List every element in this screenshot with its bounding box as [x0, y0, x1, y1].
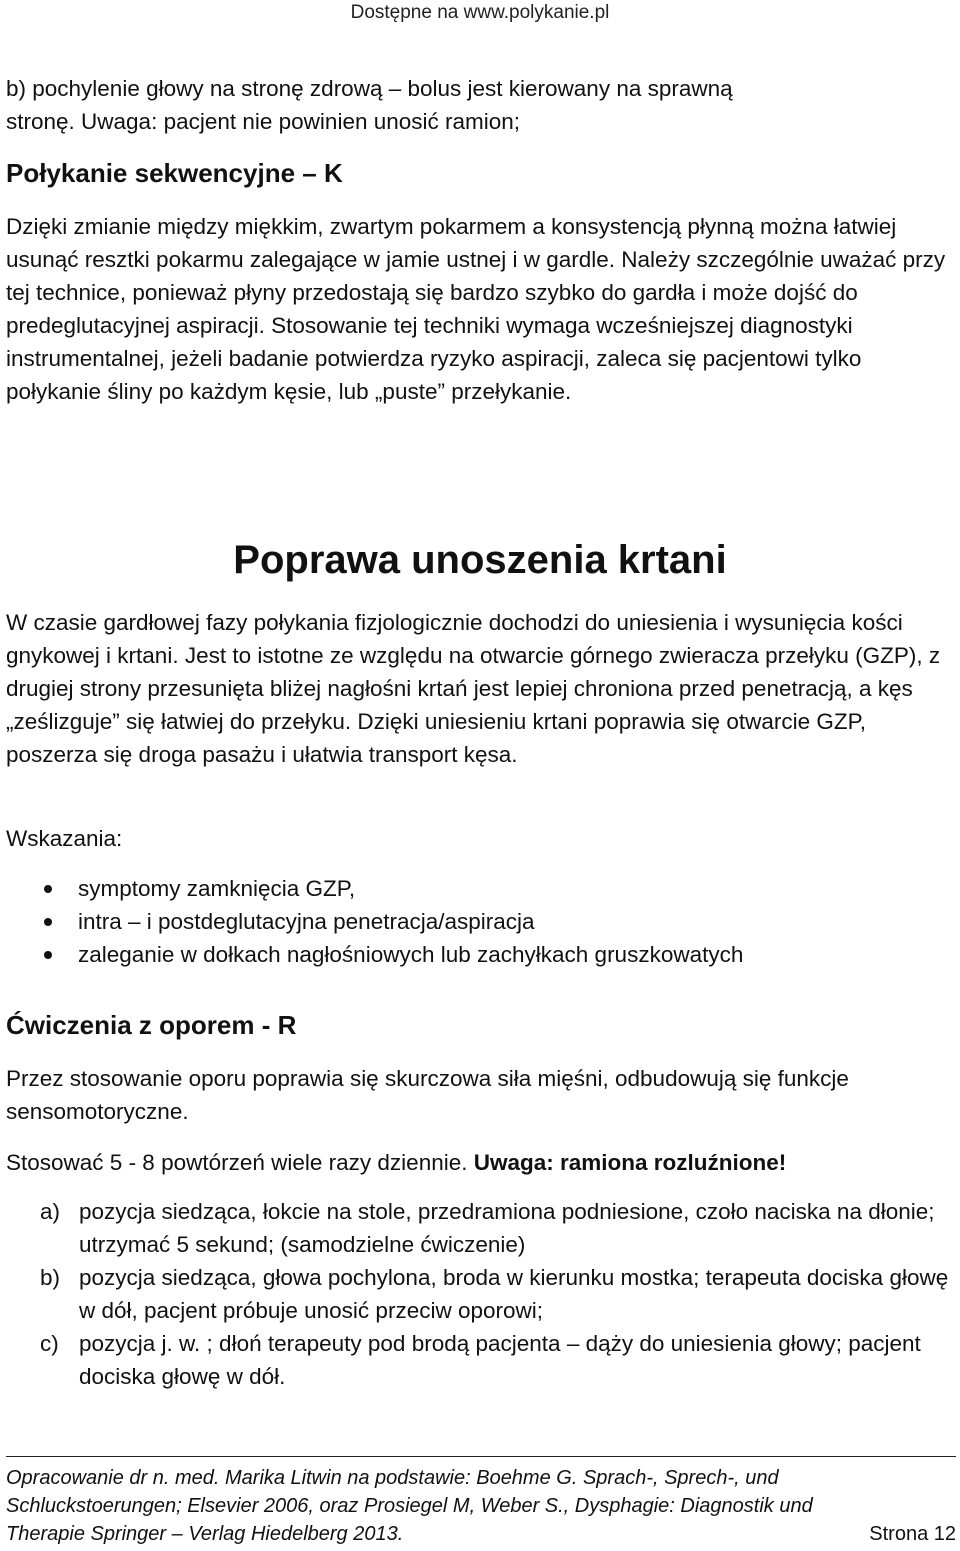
bullet-icon — [44, 885, 52, 893]
page-header: Dostępne na www.polykanie.pl — [350, 2, 610, 23]
list-marker: b) — [40, 1265, 61, 1290]
paragraph-b-line1: b) pochylenie głowy na stronę zdrową – bolus jest kierowany na sprawną — [6, 76, 733, 101]
bullet-icon — [44, 918, 52, 926]
page-footer — [6, 1464, 956, 1548]
list-item-text: pozycja siedząca, głowa pochylona, broda w kierunku mostka; terapeuta dociska głowę w dół, pacjent próbuje unosić przeciw oporowi; — [79, 1265, 949, 1323]
indications-list — [6, 872, 951, 971]
section-sequential-title: Połykanie sekwencyjne – K — [6, 158, 343, 188]
list-item: intra – i postdeglutacyjna penetracja/aspiracja — [6, 905, 951, 938]
paragraph-b-line2: stronę. Uwaga: pacjent nie powinien unosić ramion; — [6, 109, 521, 134]
dosage-text: Stosować 5 - 8 powtórzeń wiele razy dziennie. — [6, 1150, 468, 1175]
footer-divider — [6, 1456, 956, 1457]
section-resistance-title: Ćwiczenia z oporem - R — [6, 1010, 297, 1040]
exercise-list — [6, 1195, 951, 1393]
dosage-line — [6, 1146, 951, 1179]
section-resistance-body: Przez stosowanie oporu poprawia się skurczowa siła mięśni, odbudowują się funkcje sensomotoryczne. — [6, 1066, 849, 1124]
indications-label: Wskazania: — [6, 826, 123, 851]
footer-line2: Schluckstoerungen; Elsevier 2006, oraz Prosiegel M, Weber S., Dysphagie: Diagnostik und — [6, 1495, 813, 1517]
bullet-icon — [44, 951, 52, 959]
section-sequential-body: Dzięki zmianie między miękkim, zwartym pokarmem a konsystencją płynną można łatwiej usunąć resztki pokarmu zalegające w jamie ustnej i w gardle. Należy szczególnie uważać przy tej technice, ponieważ płyny przedostają się bardzo szybko do gardła i może dojść do predeglutacyjnej aspiracji. Stosowanie tej techniki wymaga wcześniejszej diagnostyki instrumentalnej, jeżeli badanie potwierdza ryzyko aspiracji, zaleca się pacjentowi tylko połykanie śliny po każdym kęsie, lub „puste” przełykanie. — [6, 214, 946, 404]
list-item — [6, 1195, 951, 1261]
list-item — [6, 1261, 951, 1327]
list-marker: c) — [40, 1331, 59, 1356]
list-marker: a) — [40, 1199, 61, 1224]
section-larynx-body: W czasie gardłowej fazy połykania fizjologicznie dochodzi do uniesienia i wysunięcia kości gnykowej i krtani. Jest to istotne ze względu na otwarcie górnego zwieracza przełyku (GZP), z drugiej strony przesunięta bliżej nagłośni krtań jest lepiej chroniona przed penetracją, a kęs „ześlizguje” się łatwiej do przełyku. Dzięki uniesieniu krtani poprawia się otwarcie GZP, poszerza się droga pasażu i ułatwia transport kęsa. — [6, 610, 941, 767]
page-number: Strona 12 — [869, 1523, 956, 1545]
warning-text: Uwaga: ramiona rozluźnione! — [473, 1150, 787, 1175]
list-item-text: pozycja siedząca, łokcie na stole, przedramiona podniesione, czoło naciska na dłonie; utrzymać 5 sekund; (samodzielne ćwiczenie) — [79, 1199, 935, 1257]
section-larynx-title: Poprawa unoszenia krtani — [233, 538, 727, 582]
footer-line3: Therapie Springer – Verlag Hiedelberg 2013. — [6, 1523, 404, 1545]
list-item: symptomy zamknięcia GZP, — [6, 872, 951, 905]
list-item: zaleganie w dołkach nagłośniowych lub zachyłkach gruszkowatych — [6, 938, 951, 971]
footer-line1: Opracowanie dr n. med. Marika Litwin na podstawie: Boehme G. Sprach-, Sprech-, und — [6, 1467, 779, 1489]
list-item-text: pozycja j. w. ; dłoń terapeuty pod brodą pacjenta – dąży do uniesienia głowy; pacjent dociska głowę w dół. — [79, 1331, 921, 1389]
paragraph-b — [6, 72, 951, 138]
list-item — [6, 1327, 951, 1393]
